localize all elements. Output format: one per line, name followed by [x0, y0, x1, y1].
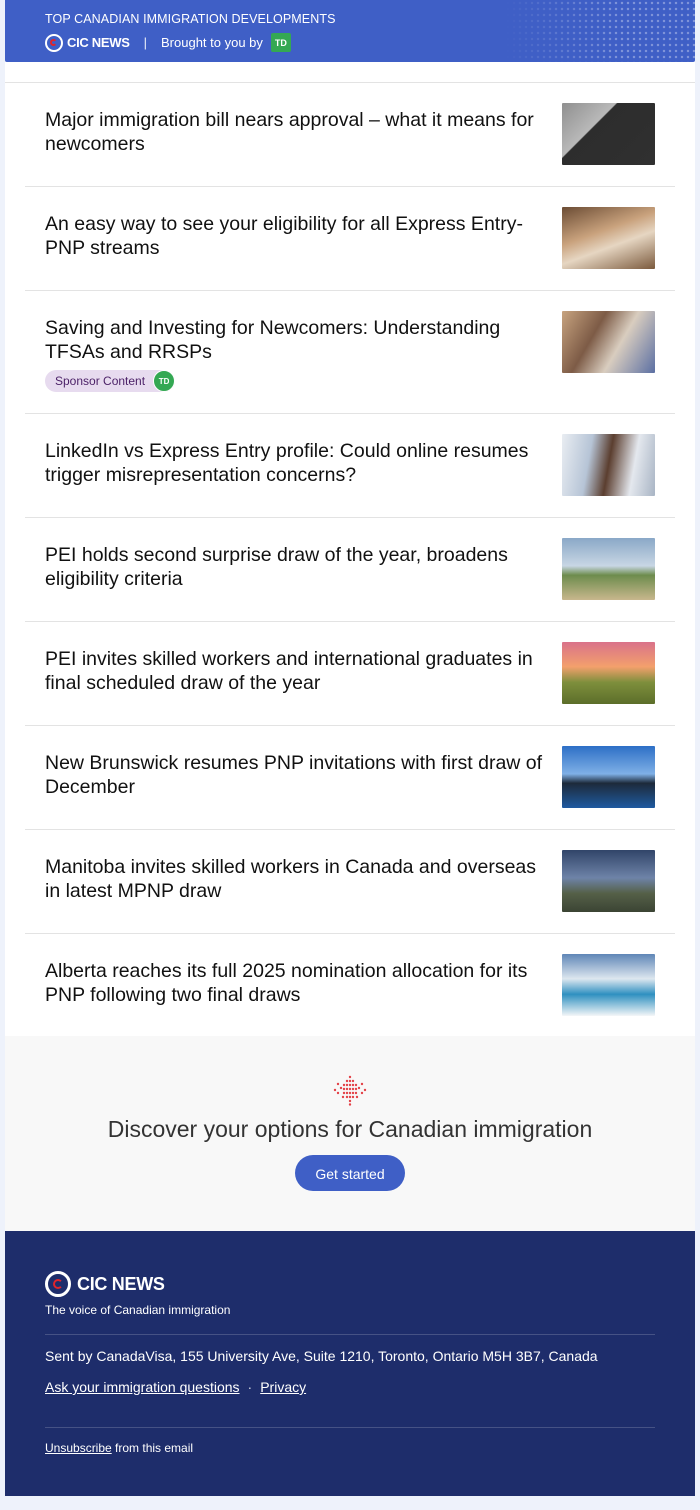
header-brand-row [45, 33, 291, 52]
td-logo-icon: TD [153, 370, 175, 392]
article-item[interactable] [25, 414, 675, 518]
sponsor-content-badge [45, 370, 175, 392]
header-dot-map [505, 0, 695, 62]
header-kicker: TOP CANADIAN IMMIGRATION DEVELOPMENTS [45, 12, 336, 26]
link-separator: · [247, 1379, 253, 1395]
cta-section [5, 1036, 695, 1231]
article-title[interactable]: Saving and Investing for Newcomers: Understanding TFSAs and RRSPs [45, 317, 501, 363]
article-item[interactable] [25, 518, 675, 622]
article-title[interactable]: Manitoba invites skilled workers in Canada and overseas in latest MPNP draw [45, 856, 537, 902]
email-header [5, 0, 695, 62]
article-item[interactable] [25, 622, 675, 726]
article-list [5, 62, 695, 1036]
footer-logo-text: CIC NEWS [77, 1273, 165, 1294]
article-thumbnail[interactable] [562, 954, 655, 1016]
article-item[interactable] [25, 291, 675, 414]
list-top-divider [5, 62, 695, 83]
unsubscribe-suffix: from this email [111, 1441, 194, 1455]
article-thumbnail[interactable] [562, 746, 655, 808]
privacy-link[interactable]: Privacy [260, 1379, 307, 1395]
sponsor-label: Sponsor Content [55, 374, 146, 388]
cic-logo-icon [45, 34, 63, 52]
article-thumbnail[interactable] [562, 207, 655, 269]
unsubscribe-line [45, 1441, 193, 1455]
td-logo-icon[interactable]: TD [271, 33, 291, 52]
article-thumbnail[interactable] [562, 538, 655, 600]
footer-links [45, 1379, 306, 1395]
get-started-button[interactable]: Get started [295, 1155, 405, 1191]
article-item[interactable] [25, 187, 675, 291]
footer-tagline: The voice of Canadian immigration [45, 1303, 231, 1317]
maple-leaf-icon [333, 1074, 367, 1106]
footer-divider [45, 1334, 655, 1335]
article-thumbnail[interactable] [562, 850, 655, 912]
cic-logo-icon [45, 1271, 71, 1297]
footer-divider [45, 1427, 655, 1428]
article-item[interactable] [25, 726, 675, 830]
email-footer [5, 1231, 695, 1496]
article-title[interactable]: Alberta reaches its full 2025 nomination allocation for its PNP following two final draws [45, 960, 528, 1006]
sender-address: Sent by CanadaVisa, 155 University Ave, Suite 1210, Toronto, Ontario M5H 3B7, Canada [45, 1348, 598, 1364]
article-title[interactable]: An easy way to see your eligibility for all Express Entry-PNP streams [45, 213, 523, 259]
unsubscribe-link[interactable]: Unsubscribe [45, 1441, 112, 1455]
article-item[interactable] [25, 934, 675, 1036]
article-title[interactable]: New Brunswick resumes PNP invitations with first draw of December [45, 752, 543, 798]
article-thumbnail[interactable] [562, 103, 655, 165]
article-title[interactable]: PEI invites skilled workers and international graduates in final scheduled draw of the year [45, 648, 533, 694]
cta-title: Discover your options for Canadian immigration [107, 1116, 593, 1142]
header-separator: | [143, 35, 147, 50]
article-thumbnail[interactable] [562, 642, 655, 704]
brought-by-text: Brought to you by [161, 35, 263, 50]
article-thumbnail[interactable] [562, 311, 655, 373]
article-title[interactable]: LinkedIn vs Express Entry profile: Could online resumes trigger misrepresentation concerns? [45, 440, 529, 486]
article-title[interactable]: Major immigration bill nears approval – what it means for newcomers [45, 109, 534, 155]
article-item[interactable] [25, 83, 675, 187]
footer-cic-news-logo[interactable] [45, 1271, 165, 1297]
cic-news-logo[interactable] [45, 34, 130, 52]
article-thumbnail[interactable] [562, 434, 655, 496]
ask-questions-link[interactable]: Ask your immigration questions [45, 1379, 240, 1395]
cic-logo-text: CIC NEWS [67, 35, 130, 50]
article-item[interactable] [25, 830, 675, 934]
article-title[interactable]: PEI holds second surprise draw of the year, broadens eligibility criteria [45, 544, 508, 590]
